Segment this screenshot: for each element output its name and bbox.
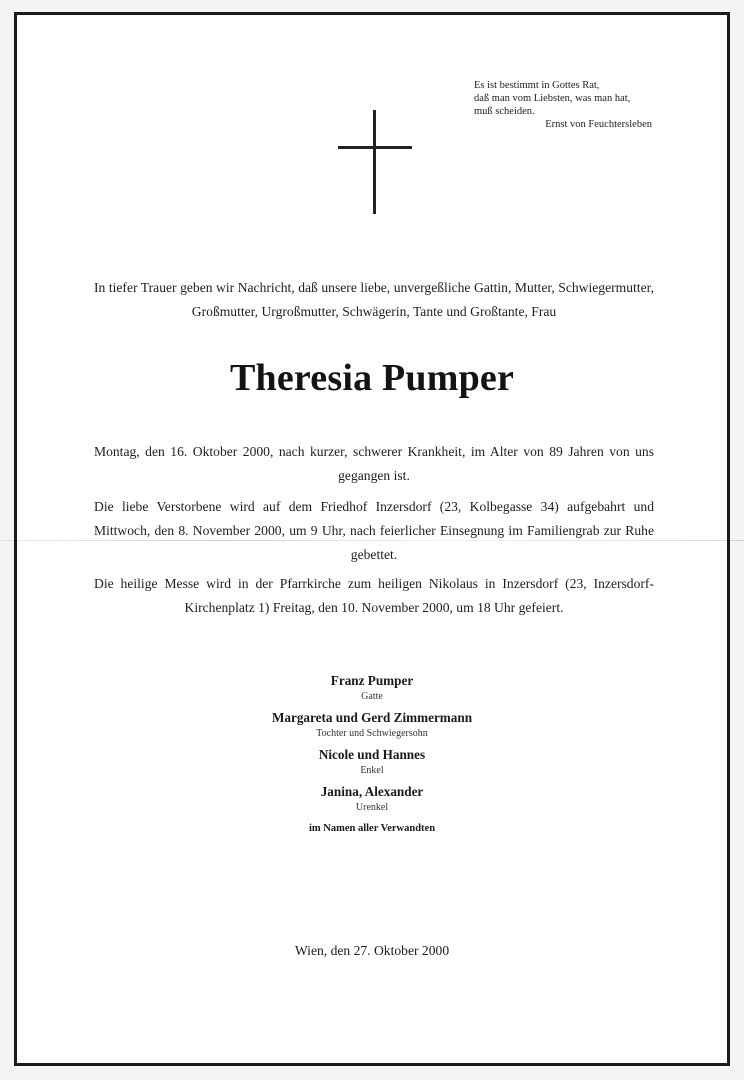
cross-vertical-bar xyxy=(373,110,376,214)
mourner-name: Nicole und Hannes xyxy=(318,747,426,762)
motto-line: daß man vom Liebsten, was man hat, xyxy=(474,93,631,104)
deceased-name: Theresia Pumper xyxy=(229,357,515,399)
burial-paragraph: Die liebe Verstorbene wird auf dem Friedhof Inzersdorf (23, Kolbegasse 34) aufgebahrt und Mittwoch, den 8. November 2000, um 9 Uhr, nach feierlicher Einsegnung im Familiengrab zur Ruhe gebettet. xyxy=(94,499,654,562)
mourner-entry xyxy=(0,709,744,740)
mourner-entry xyxy=(0,672,744,703)
mourner-name: Franz Pumper xyxy=(330,673,414,688)
intro-text: In tiefer Trauer geben wir Nachricht, daß unsere liebe, unvergeßliche Gattin, Mutter, Schwiegermutter, Großmutter, Urgroßmutter, Schwägerin, Tante und Großtante, Frau xyxy=(94,280,654,319)
motto xyxy=(474,79,652,131)
mourner-relation: Urenkel xyxy=(355,802,389,813)
motto-author: Ernst von Feuchtersleben xyxy=(545,119,652,130)
mourner-name: Margareta und Gerd Zimmermann xyxy=(271,710,473,725)
cross-horizontal-bar xyxy=(338,146,412,149)
mourner-entry xyxy=(0,783,744,814)
place-date: Wien, den 27. Oktober 2000 xyxy=(294,943,450,958)
death-notice-paragraph: Montag, den 16. Oktober 2000, nach kurzer, schwerer Krankheit, im Alter von 89 Jahren von uns gegangen ist. xyxy=(94,444,654,483)
motto-line: muß scheiden. xyxy=(474,106,535,117)
closing-line: im Namen aller Verwandten xyxy=(308,823,436,834)
mourner-entry xyxy=(0,746,744,777)
mourner-relation: Gatte xyxy=(361,691,383,702)
mass-paragraph: Die heilige Messe wird in der Pfarrkirche zum heiligen Nikolaus in Inzersdorf (23, Inzersdorf-Kirchenplatz 1) Freitag, den 10. November 2000, um 18 Uhr gefeiert. xyxy=(94,576,654,615)
mourner-relation: Enkel xyxy=(360,765,384,776)
mourner-name: Janina, Alexander xyxy=(320,784,424,799)
mourner-relation: Tochter und Schwiegersohn xyxy=(316,728,428,739)
motto-line: Es ist bestimmt in Gottes Rat, xyxy=(474,80,600,91)
mourners-list xyxy=(0,672,744,835)
cross-icon xyxy=(338,110,412,214)
